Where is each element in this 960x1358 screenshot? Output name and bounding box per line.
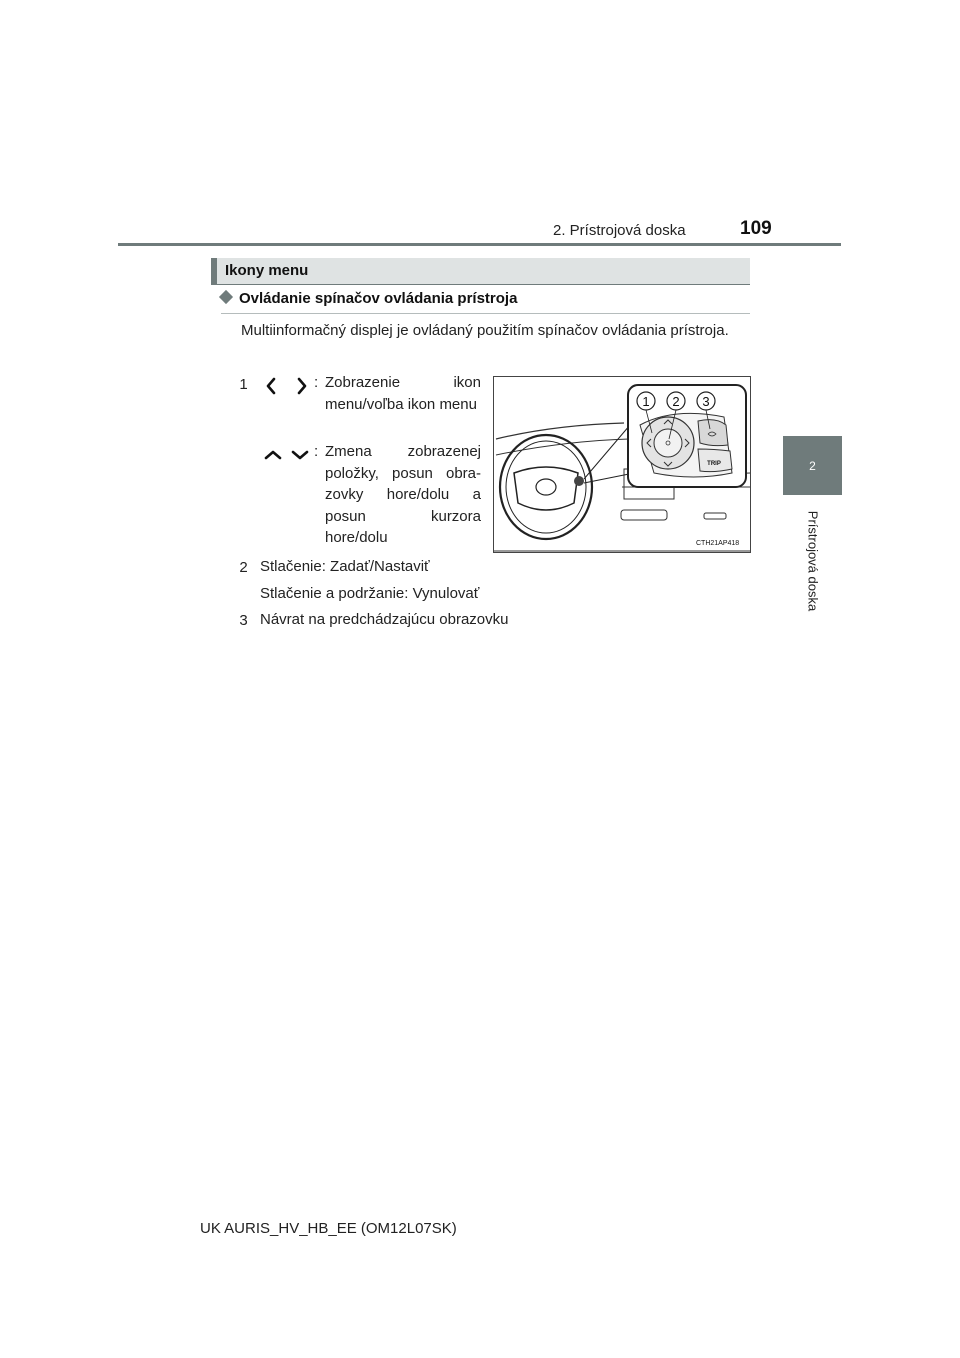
item-1b-colon: : (314, 443, 319, 460)
box-heading-bar (211, 258, 217, 284)
figure-code: CTH21AP418 (696, 540, 740, 547)
chevron-down-icon (293, 452, 307, 458)
box-heading-title: Ikony menu (225, 262, 309, 279)
chevron-up-icon (266, 452, 280, 458)
footer-model-code: UK AURIS_HV_HB_EE (OM12L07SK) (200, 1220, 457, 1237)
steering-switch-illustration (493, 376, 751, 553)
item-2-text-hold: Stlačenie a podržanie: Vynulovať (260, 585, 480, 602)
chevron-left-icon (268, 379, 274, 393)
box-heading-rule (211, 284, 750, 285)
chapter-tab-label (806, 505, 820, 617)
item-3-text: Návrat na predchádzajúcu obrazovku (260, 611, 509, 628)
subheading-rule (221, 313, 750, 314)
item-2-text: Stlačenie: Zadať/Nastaviť (260, 558, 430, 575)
callout-1: 1 (642, 394, 650, 409)
item-1b-description: Zmena zobrazenej položky, posun obra-zovky hore/dolu a posun kurzora hore/dolu (325, 443, 481, 546)
item-marker-2: 2 (239, 559, 248, 576)
chapter-tab (783, 436, 842, 495)
chevron-right-icon (299, 379, 305, 393)
item-1a-description: Zobrazenie ikon menu/voľba ikon menu (325, 374, 481, 413)
item-marker-1: 1 (239, 376, 248, 393)
section-title: 2. Prístrojová doska (553, 222, 686, 239)
callout-3: 3 (702, 394, 710, 409)
item-marker-3: 3 (239, 612, 248, 629)
subheading (221, 290, 517, 307)
trip-button-label: TRIP (707, 461, 721, 467)
item-1a-colon: : (314, 374, 319, 391)
chevron-left-right-icons (263, 375, 313, 397)
subheading-text: Ovládanie spínačov ovládania prístroja (239, 290, 518, 307)
page-number: 109 (740, 218, 772, 239)
chevron-up-down-icons (263, 446, 313, 464)
box-heading (211, 258, 750, 284)
header-rule (118, 243, 841, 246)
callout-2: 2 (672, 394, 680, 409)
intro-paragraph: Multiinformačný displej je ovládaný použitím spínačov ovládania prístroja. (241, 322, 729, 339)
chapter-tab-number: 2 (809, 458, 816, 473)
diamond-bullet-icon (219, 290, 233, 304)
steering-wheel-drawing (494, 377, 750, 552)
chapter-tab-label-text: Prístrojová doska (805, 510, 821, 612)
